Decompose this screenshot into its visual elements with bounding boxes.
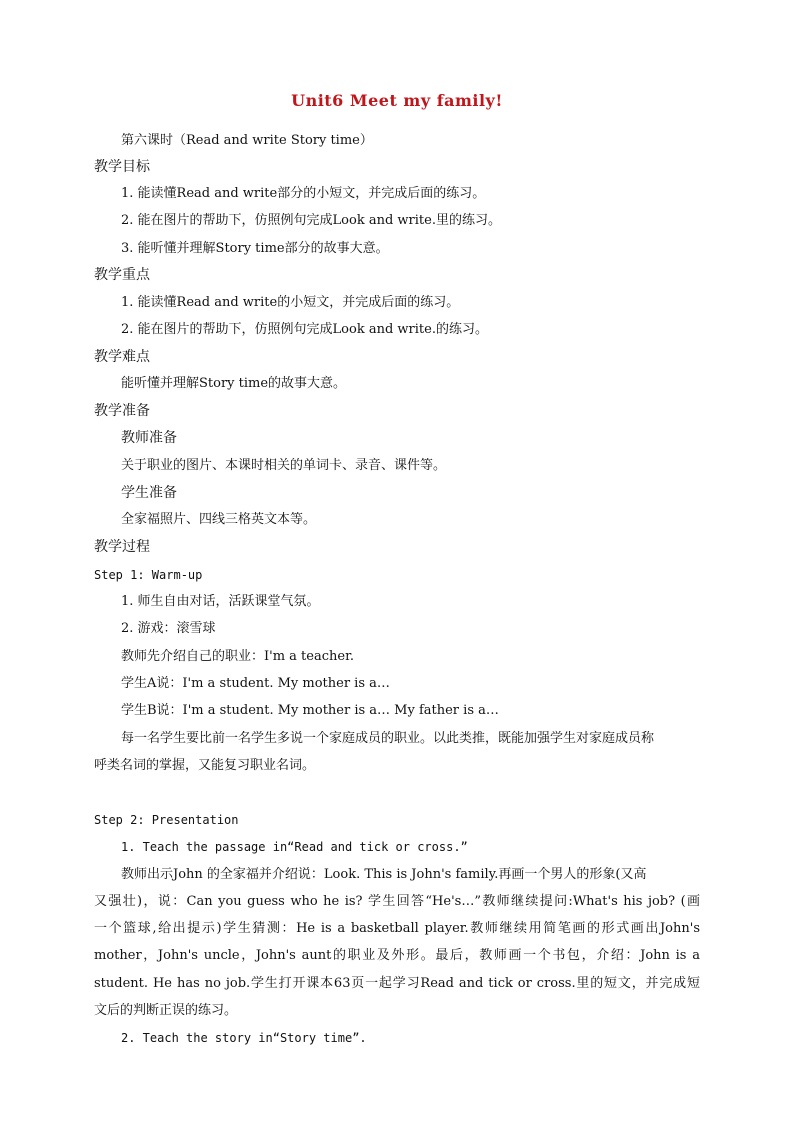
student-b-line: 学生B说：I'm a student. My mother is a… My father is a… xyxy=(121,703,499,718)
presentation-paragraph-line-4: mother，John's uncle，John's aunt的职业及外形。最后，教师画一个书包，介绍：John is a xyxy=(94,948,700,963)
step-1-item-1: 1. 师生自由对话，活跃课堂气氛。 xyxy=(121,594,320,609)
key-point-item-1: 1. 能读懂Read and write的小短文，并完成后面的练习。 xyxy=(121,295,460,310)
section-heading-key-points: 教学重点 xyxy=(94,267,150,283)
objective-item-3: 3. 能听懂并理解Story time部分的故事大意。 xyxy=(121,241,389,256)
section-heading-preparation: 教学准备 xyxy=(94,403,150,419)
subheading-student-prep: 学生准备 xyxy=(121,485,177,501)
step-2-item-1: 1. Teach the passage in“Read and tick or cross.” xyxy=(121,840,468,854)
page-title: Unit6 Meet my family! xyxy=(291,91,503,110)
step-2-heading: Step 2: Presentation xyxy=(94,813,239,827)
section-heading-process: 教学过程 xyxy=(94,539,150,555)
section-heading-objectives: 教学目标 xyxy=(94,159,150,175)
objective-item-1: 1. 能读懂Read and write部分的小短文，并完成后面的练习。 xyxy=(121,186,486,201)
game-explanation-line-2: 呼类名词的掌握，又能复习职业名词。 xyxy=(94,758,316,773)
key-point-item-2: 2. 能在图片的帮助下，仿照例句完成Look and write.的练习。 xyxy=(121,322,488,337)
difficulty-text: 能听懂并理解Story time的故事大意。 xyxy=(121,376,347,391)
teacher-intro-line: 教师先介绍自己的职业：I'm a teacher. xyxy=(121,649,354,664)
presentation-paragraph-line-6: 文后的判断正误的练习。 xyxy=(94,1003,238,1018)
game-explanation-line-1: 每一名学生要比前一名学生多说一个家庭成员的职业。以此类推，既能加强学生对家庭成员称 xyxy=(121,731,655,746)
step-1-item-2: 2. 游戏：滚雪球 xyxy=(121,621,216,636)
presentation-paragraph-line-1: 教师出示John 的全家福并介绍说：Look. This is John's family.再画一个男人的形象(又高 xyxy=(121,867,647,882)
presentation-paragraph-line-3: 一个篮球,给出提示)学生猜测：He is a basketball player.教师继续用简笔画的形式画出John's xyxy=(94,921,700,936)
section-heading-difficulties: 教学难点 xyxy=(94,349,150,365)
step-2-item-2: 2. Teach the story in“Story time”. xyxy=(121,1031,367,1045)
presentation-paragraph-line-2: 又强壮)，说：Can you guess who he is? 学生回答“He's…”教师继续提问:What's his job? (画 xyxy=(94,894,700,909)
lesson-subtitle: 第六课时（Read and write Story time） xyxy=(121,133,373,148)
presentation-paragraph-line-5: student. He has no job.学生打开课本63页一起学习Read and tick or cross.里的短文，并完成短 xyxy=(94,976,700,991)
student-prep-text: 全家福照片、四线三格英文本等。 xyxy=(121,512,317,527)
student-a-line: 学生A说：I'm a student. My mother is a… xyxy=(121,676,390,691)
step-1-heading: Step 1: Warm-up xyxy=(94,568,203,582)
subheading-teacher-prep: 教师准备 xyxy=(121,430,177,446)
teacher-prep-text: 关于职业的图片、本课时相关的单词卡、录音、课件等。 xyxy=(121,458,447,473)
objective-item-2: 2. 能在图片的帮助下，仿照例句完成Look and write.里的练习。 xyxy=(121,213,501,228)
